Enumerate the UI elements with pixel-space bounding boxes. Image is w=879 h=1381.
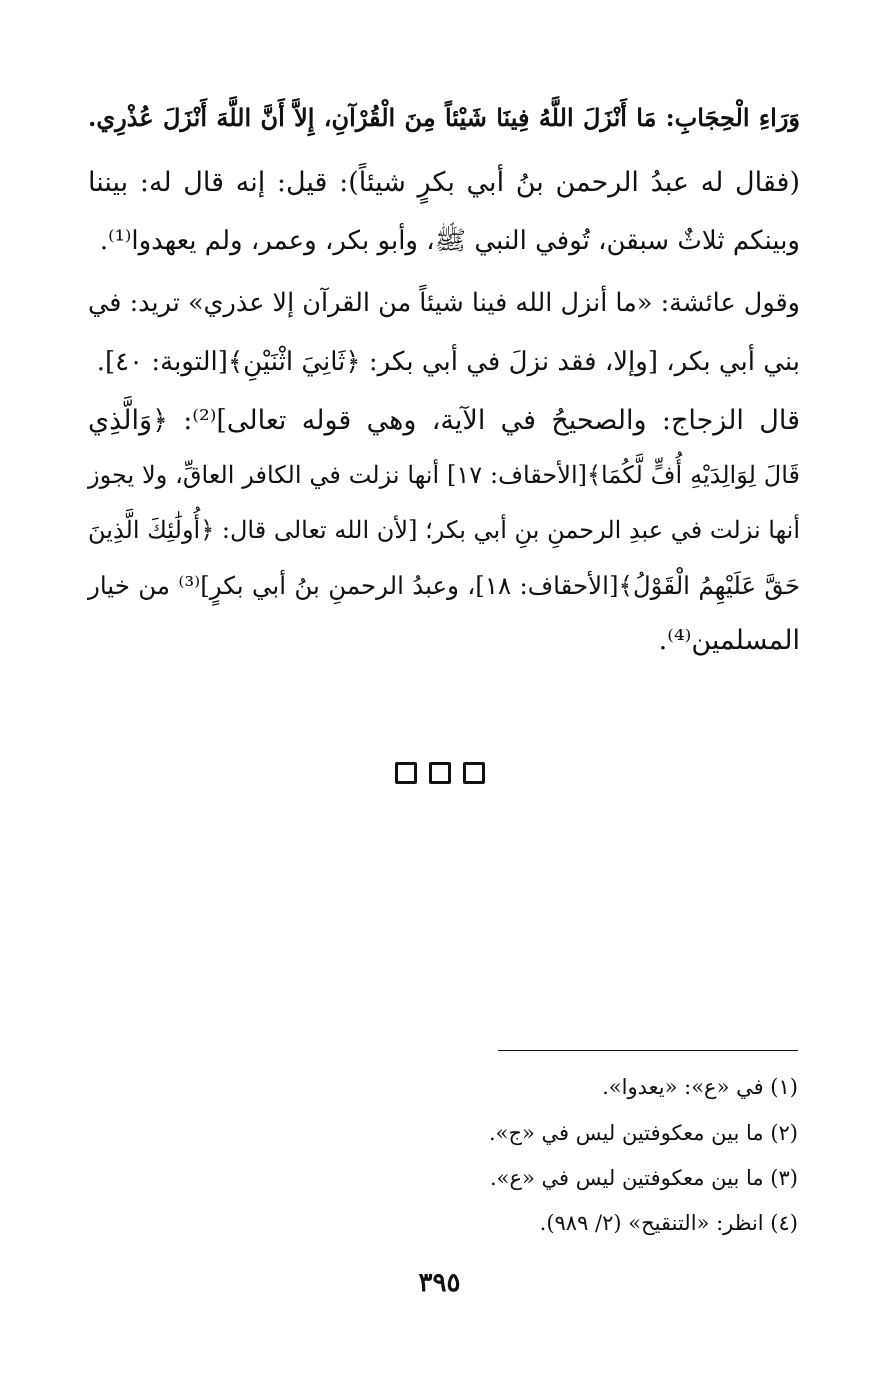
square-icon <box>463 762 485 784</box>
text-line-4: وقول عائشة: «ما أنزل الله فينا شيئاً من القرآن إلا عذري» تريد: في <box>88 288 800 318</box>
footnote-divider <box>498 1050 798 1051</box>
text-line-1: وَرَاءِ الْحِجَابِ: مَا أَنْزَلَ اللَّهُ فِينَا شَيْئاً مِنَ الْقُرْآنِ، إِلاَّ أَنَّ اللَّهَ أَنْزَلَ عُذْرِي. <box>88 103 800 132</box>
text-line-5: بني أبي بكر، [وإلا، فقد نزلَ في أبي بكر: ﴿ثَانِيَ اثْنَيْنِ﴾[التوبة: ٤٠]. <box>96 347 800 377</box>
footnote-1: (١) في «ع»: «يعدوا». <box>602 1075 798 1099</box>
text-line-10: المسلمين⁽⁴⁾. <box>658 625 800 656</box>
text-line-9: حَقَّ عَلَيْهِمُ الْقَوْلُ﴾[الأحقاف: ١٨]، وعبدُ الرحمنِ بنُ أبي بكرٍ]⁽³⁾ من خيار <box>88 571 800 600</box>
footnote-3: (٣) ما بين معكوفتين ليس في «ع». <box>489 1166 798 1190</box>
square-icon <box>395 762 417 784</box>
page-number: ٣٩٥ <box>418 1268 461 1298</box>
section-separator <box>0 757 879 792</box>
text-line-8: أنها نزلت في عبدِ الرحمنِ بنِ أبي بكر؛ [لأن الله تعالى قال: ﴿أُولَٰئِكَ الَّذِينَ <box>88 516 801 544</box>
text-line-3: وبينكم ثلاثٌ سبقن، تُوفي النبي ﷺ، وأبو بكر، وعمر، ولم يعهدوا⁽¹⁾. <box>99 226 800 256</box>
footnote-2: (٢) ما بين معكوفتين ليس في «ج». <box>488 1121 798 1145</box>
text-line-6: قال الزجاج: والصحيحُ في الآية، وهي قوله تعالى]⁽²⁾: ﴿وَالَّذِي <box>88 405 800 436</box>
text-line-7: قَالَ لِوَالِدَيْهِ أُفٍّ لَّكُمَا﴾[الأحقاف: ١٧] أنها نزلت في الكافر العاقِّ، ولا يجوز <box>88 461 800 489</box>
footnote-4: (٤) انظر: «التنقيح» (٢/ ٩٨٩). <box>539 1211 798 1235</box>
square-icon <box>429 762 451 784</box>
text-line-2: (فقال له عبدُ الرحمن بنُ أبي بكرٍ شيئاً): قيل: إنه قال له: بيننا <box>88 167 800 198</box>
